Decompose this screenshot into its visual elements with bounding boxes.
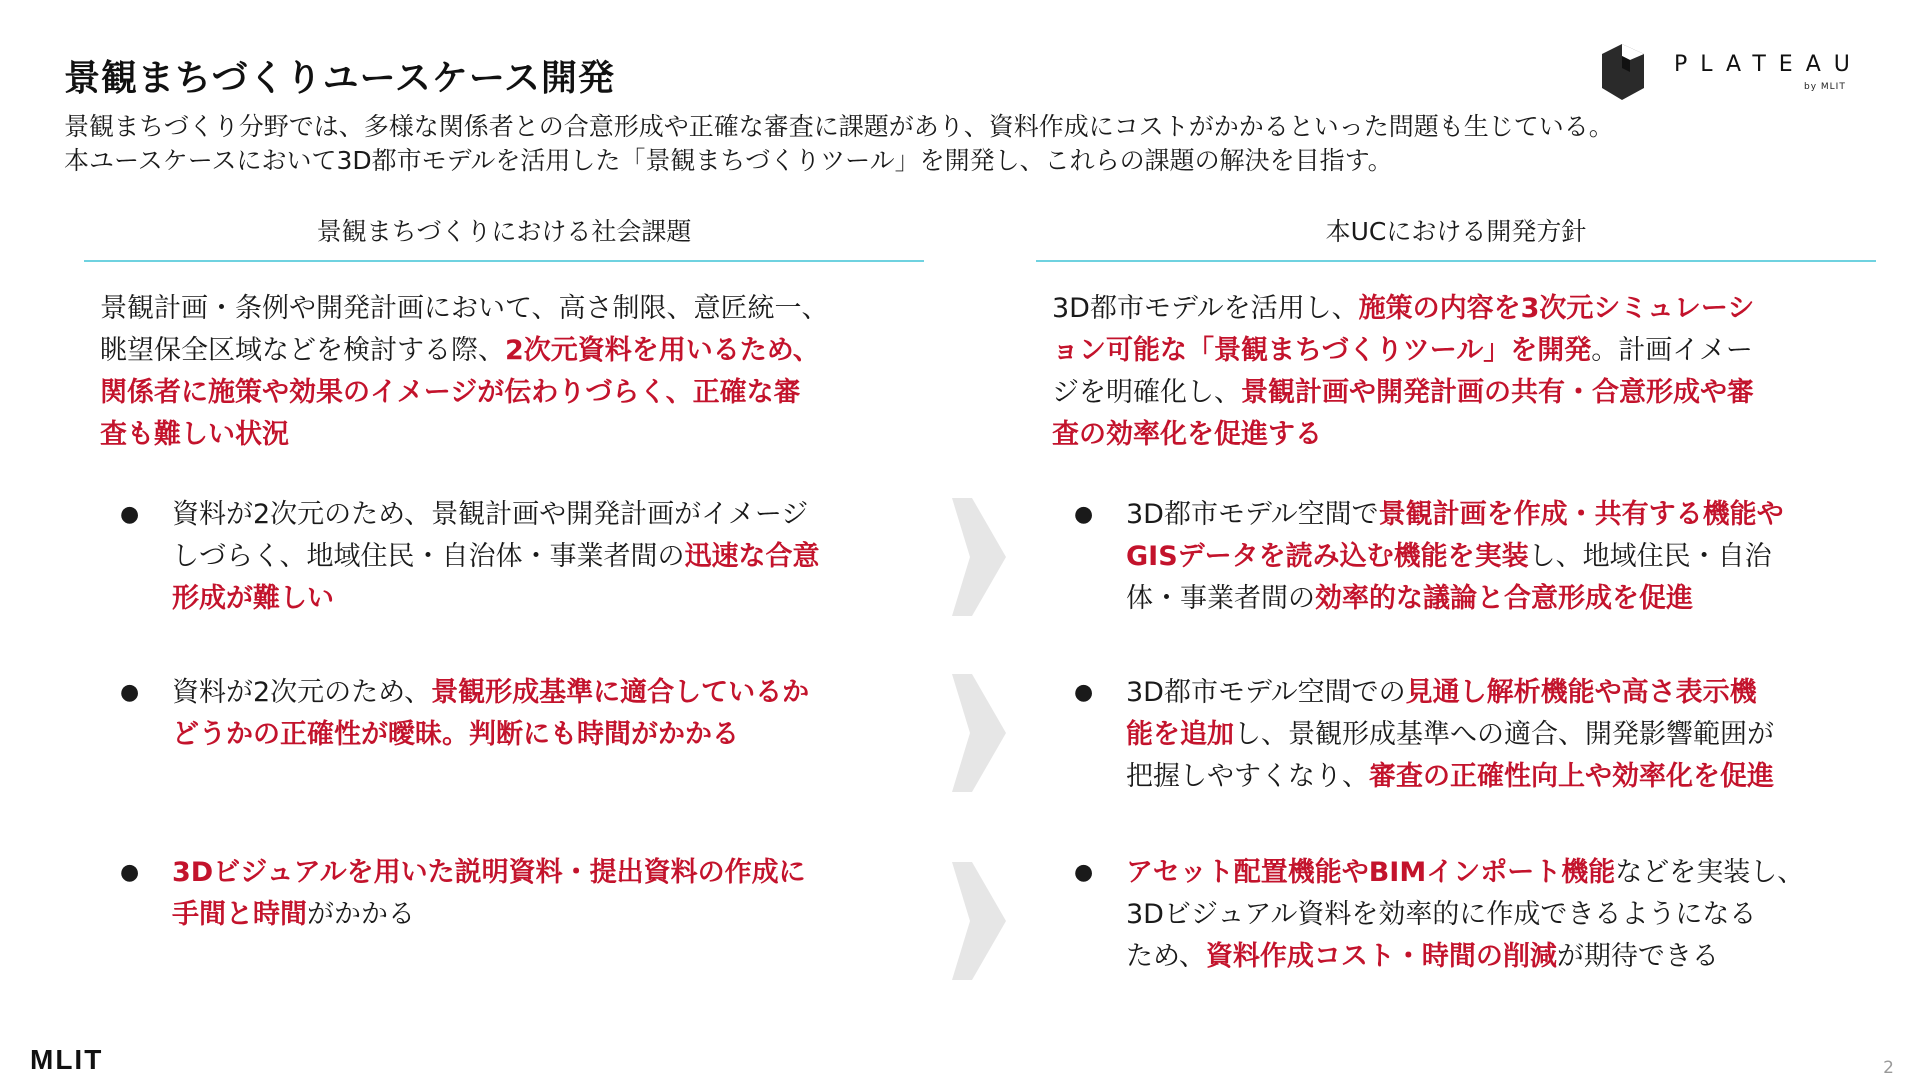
highlight-text: 迅速な合意 xyxy=(684,541,820,572)
text-line xyxy=(100,414,828,456)
text-line xyxy=(1052,414,1754,456)
highlight-text: 3Dビジュアルを用いた説明資料・提出資料の作成に xyxy=(172,857,806,888)
bullet-text xyxy=(1126,494,1784,620)
highlight-text: 能を追加 xyxy=(1126,719,1234,750)
highlight-text: 手間と時間 xyxy=(172,899,307,930)
left-lead-text xyxy=(100,288,828,456)
highlight-text: 関係者に施策や効果のイメージが伝わりづらく、正確な審 xyxy=(100,377,801,408)
highlight-text: 景観計画を作成・共有する機能や xyxy=(1378,499,1784,530)
highlight-text: 2次元資料を用いるため、 xyxy=(505,335,820,366)
highlight-text: 効率的な議論と合意形成を促進 xyxy=(1315,583,1693,614)
body-text: ため、 xyxy=(1126,941,1206,972)
body-text: し、地域住民・自治 xyxy=(1528,541,1772,572)
mlit-logo-text: MLIT xyxy=(30,1046,104,1072)
mlit-footer-logo xyxy=(30,1046,166,1072)
text-line xyxy=(172,714,809,756)
chevron-right-arrow-icon xyxy=(952,498,1006,616)
body-text: 3D都市モデル空間での xyxy=(1126,677,1406,708)
right-column-heading: 本UCにおける開発方針 xyxy=(1325,217,1587,246)
text-line xyxy=(1052,330,1754,372)
highlight-text: アセット配置機能やBIMインポート機能 xyxy=(1126,857,1616,888)
body-text: ジを明確化し、 xyxy=(1052,377,1241,408)
text-line xyxy=(1126,894,1804,936)
highlight-text: どうかの正確性が曖昧。判断にも時間がかかる xyxy=(172,719,739,750)
body-text: しづらく、地域住民・自治体・事業者間の xyxy=(172,541,685,572)
bullet-dot-icon: ● xyxy=(120,502,140,527)
body-text: 体・事業者間の xyxy=(1126,583,1315,614)
body-text: 3D都市モデルを活用し、 xyxy=(1052,293,1359,324)
body-text: 3Dビジュアル資料を効率的に作成できるようになる xyxy=(1126,899,1757,930)
bullet-dot-icon: ● xyxy=(120,860,140,885)
highlight-text: 施策の内容を3次元シミュレーシ xyxy=(1358,293,1755,324)
highlight-text: 資料作成コスト・時間の削減 xyxy=(1205,941,1557,972)
bullet-dot-icon: ● xyxy=(1074,502,1094,527)
body-text: 資料が2次元のため、 xyxy=(172,677,432,708)
highlight-text: 審査の正確性向上や効率化を促進 xyxy=(1369,761,1774,792)
text-line xyxy=(172,894,806,936)
body-text: がかかる xyxy=(307,899,415,930)
body-text: 把握しやすくなり、 xyxy=(1126,761,1369,792)
text-line xyxy=(1126,536,1784,578)
body-text: 眺望保全区域などを検討する際、 xyxy=(100,335,505,366)
text-line xyxy=(1126,578,1784,620)
intro-text xyxy=(64,110,1614,178)
page-number: 2 xyxy=(1883,1058,1894,1078)
bullet-text xyxy=(172,494,819,620)
plateau-byline: by MLIT xyxy=(1804,82,1846,92)
bullet-dot-icon: ● xyxy=(120,680,140,705)
body-text: 3D都市モデル空間で xyxy=(1126,499,1379,530)
body-text: 。計画イメー xyxy=(1591,335,1753,366)
text-line xyxy=(1126,852,1804,894)
body-text: 資料が2次元のため、景観計画や開発計画がイメージ xyxy=(172,499,809,530)
plateau-wordmark: PLATEAU xyxy=(1674,52,1863,77)
left-heading-rule xyxy=(84,260,924,262)
intro-line: 本ユースケースにおいて3D都市モデルを活用した「景観まちづくりツール」を開発し、これらの課題の解決を目指す。 xyxy=(64,146,1393,175)
right-lead-text xyxy=(1052,288,1754,456)
highlight-text: 景観形成基準に適合しているか xyxy=(431,677,810,708)
text-line xyxy=(1126,714,1774,756)
bullet-text xyxy=(172,672,809,756)
plateau-logo xyxy=(1600,42,1863,102)
body-text: 景観計画・条例や開発計画において、高さ制限、意匠統一、 xyxy=(100,293,829,324)
text-line xyxy=(172,578,819,620)
bullet-dot-icon: ● xyxy=(1074,680,1094,705)
bullet-text xyxy=(172,852,806,936)
plateau-cube-logo-icon xyxy=(1600,42,1646,100)
highlight-text: 査も難しい状況 xyxy=(100,419,289,450)
text-line xyxy=(100,372,828,414)
text-line xyxy=(1052,372,1754,414)
left-column-heading: 景観まちづくりにおける社会課題 xyxy=(316,217,692,246)
text-line xyxy=(1126,672,1774,714)
text-line xyxy=(172,536,819,578)
body-text: などを実装し、 xyxy=(1615,857,1805,888)
text-line xyxy=(1126,494,1784,536)
highlight-text: ョン可能な「景観まちづくりツール」を開発 xyxy=(1052,335,1592,366)
text-line xyxy=(172,852,806,894)
body-text: が期待できる xyxy=(1556,941,1719,972)
text-line xyxy=(1126,756,1774,798)
highlight-text: 見通し解析機能や高さ表示機 xyxy=(1405,677,1757,708)
highlight-text: 景観計画や開発計画の共有・合意形成や審 xyxy=(1241,377,1754,408)
page-title: 景観まちづくりユースケース開発 xyxy=(64,58,616,99)
bullet-text xyxy=(1126,672,1774,798)
text-line xyxy=(100,330,828,372)
text-line xyxy=(172,494,819,536)
bullet-text xyxy=(1126,852,1804,978)
highlight-text: 査の効率化を促進する xyxy=(1052,419,1322,450)
intro-line: 景観まちづくり分野では、多様な関係者との合意形成や正確な審査に課題があり、資料作成にコストがかかるといった問題も生じている。 xyxy=(64,112,1614,141)
chevron-right-arrow-icon xyxy=(952,862,1006,980)
text-line xyxy=(1052,288,1754,330)
text-line xyxy=(100,288,828,330)
body-text: し、景観形成基準への適合、開発影響範囲が xyxy=(1234,719,1774,750)
text-line xyxy=(172,672,809,714)
text-line xyxy=(1126,936,1804,978)
highlight-text: GISデータを読み込む機能を実装 xyxy=(1126,541,1529,572)
highlight-text: 形成が難しい xyxy=(172,583,334,614)
bullet-dot-icon: ● xyxy=(1074,860,1094,885)
right-heading-rule xyxy=(1036,260,1876,262)
chevron-right-arrow-icon xyxy=(952,674,1006,792)
